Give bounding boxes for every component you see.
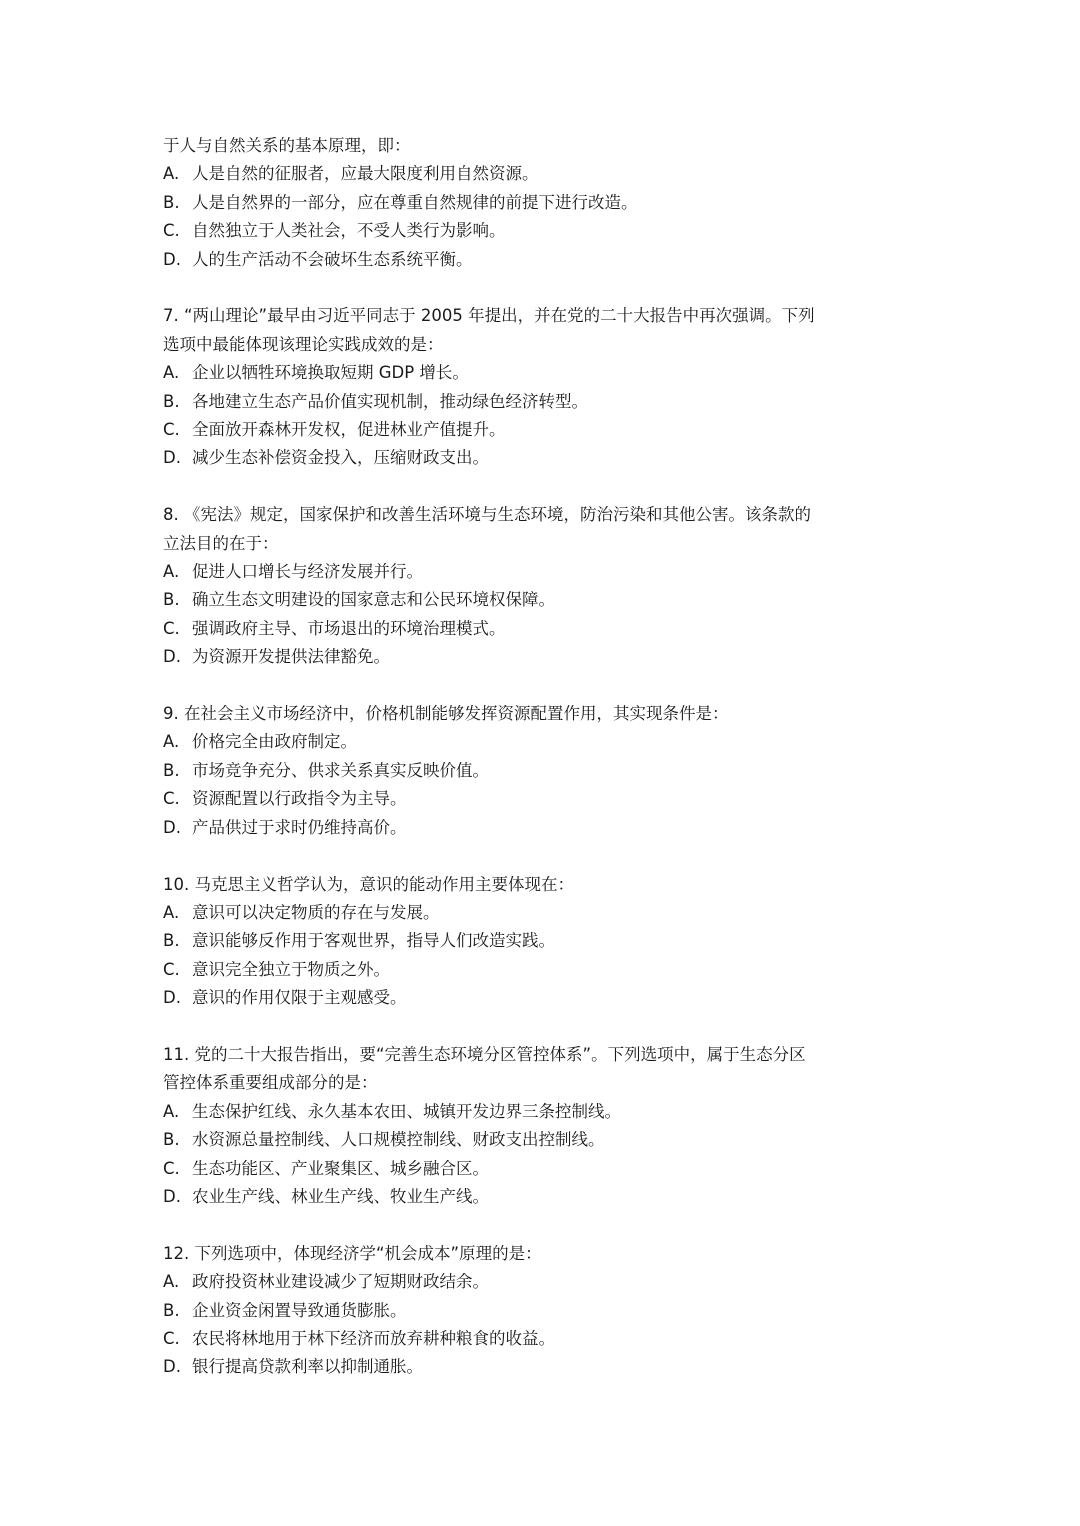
- option-text: 人的生产活动不会破坏生态系统平衡。: [192, 249, 473, 269]
- option-text: 价格完全由政府制定。: [192, 732, 357, 752]
- option-letter: C.: [163, 1328, 180, 1348]
- option-d: [163, 814, 923, 842]
- option-b: [163, 1297, 923, 1325]
- option-a: [163, 359, 923, 387]
- option-c: [163, 1155, 923, 1183]
- option-letter: A.: [163, 1272, 180, 1292]
- option-letter: A.: [163, 562, 180, 582]
- option-c: [163, 785, 923, 813]
- option-letter: D.: [163, 249, 181, 269]
- option-letter: D.: [163, 817, 181, 837]
- option-letter: A.: [163, 732, 180, 752]
- option-text: 农业生产线、林业生产线、牧业生产线。: [192, 1186, 489, 1206]
- option-a: [163, 160, 923, 188]
- option-b: [163, 927, 923, 955]
- option-d: [163, 643, 923, 671]
- option-text: 自然独立于人类社会，不受人类行为影响。: [192, 221, 506, 241]
- option-a: [163, 728, 923, 756]
- option-a: [163, 1098, 923, 1126]
- option-text: 资源配置以行政指令为主导。: [192, 789, 407, 809]
- option-b: [163, 586, 923, 614]
- option-b: [163, 757, 923, 785]
- option-letter: B.: [163, 391, 180, 411]
- option-text: 生态保护红线、永久基本农田、城镇开发边界三条控制线。: [192, 1101, 621, 1121]
- question-stem-line: 于人与自然关系的基本原理，即：: [163, 136, 411, 155]
- question-12: [163, 1240, 923, 1382]
- option-letter: D.: [163, 1186, 181, 1206]
- option-letter: C.: [163, 1158, 180, 1178]
- option-text: 全面放开森林开发权，促进林业产值提升。: [192, 420, 506, 440]
- option-text: 水资源总量控制线、人口规模控制线、财政支出控制线。: [192, 1130, 605, 1150]
- option-letter: A.: [163, 902, 180, 922]
- option-text: 意识的作用仅限于主观感受。: [192, 988, 407, 1008]
- option-c: [163, 1325, 923, 1353]
- option-d: [163, 1353, 923, 1381]
- question-stem-line: 7. “两山理论”最早由习近平同志于 2005 年提出，并在党的二十大报告中再次强调。下列: [163, 306, 815, 326]
- question-6-continuation: [163, 132, 923, 274]
- option-letter: C.: [163, 420, 180, 440]
- option-text: 各地建立生态产品价值实现机制，推动绿色经济转型。: [192, 391, 588, 411]
- option-text: 减少生态补偿资金投入，压缩财政支出。: [192, 448, 489, 468]
- option-text: 人是自然的征服者，应最大限度利用自然资源。: [192, 164, 539, 184]
- option-letter: C.: [163, 618, 180, 638]
- option-text: 意识完全独立于物质之外。: [192, 959, 390, 979]
- option-c: [163, 956, 923, 984]
- option-a: [163, 1268, 923, 1296]
- option-letter: B.: [163, 590, 180, 610]
- option-text: 人是自然界的一部分，应在尊重自然规律的前提下进行改造。: [192, 192, 638, 212]
- question-stem-line: 11. 党的二十大报告指出，要“完善生态环境分区管控体系”。下列选项中，属于生态分区: [163, 1044, 806, 1064]
- option-d: [163, 246, 923, 274]
- question-7: [163, 302, 923, 472]
- option-text: 农民将林地用于林下经济而放弃耕种粮食的收益。: [192, 1328, 555, 1348]
- option-text: 确立生态文明建设的国家意志和公民环境权保障。: [192, 590, 555, 610]
- question-stem-line: 9. 在社会主义市场经济中，价格机制能够发挥资源配置作用，其实现条件是：: [163, 704, 729, 724]
- option-text: 意识能够反作用于客观世界，指导人们改造实践。: [192, 931, 555, 951]
- option-b: [163, 189, 923, 217]
- document-page: [163, 132, 923, 1382]
- option-letter: D.: [163, 448, 181, 468]
- option-text: 企业以牺牲环境换取短期 GDP 增长。: [192, 363, 469, 383]
- option-letter: C.: [163, 789, 180, 809]
- option-letter: B.: [163, 1130, 180, 1150]
- option-letter: B.: [163, 1300, 180, 1320]
- option-letter: B.: [163, 931, 180, 951]
- option-text: 企业资金闲置导致通货膨胀。: [192, 1300, 407, 1320]
- option-c: [163, 416, 923, 444]
- option-text: 市场竞争充分、供求关系真实反映价值。: [192, 760, 489, 780]
- option-text: 促进人口增长与经济发展并行。: [192, 562, 423, 582]
- option-text: 生态功能区、产业聚集区、城乡融合区。: [192, 1158, 489, 1178]
- option-c: [163, 217, 923, 245]
- option-text: 银行提高贷款利率以抑制通胀。: [192, 1357, 423, 1377]
- question-stem-line: 管控体系重要组成部分的是：: [163, 1073, 378, 1093]
- option-letter: C.: [163, 959, 180, 979]
- question-stem-line: 立法目的在于：: [163, 533, 279, 553]
- question-stem-line: 12. 下列选项中，体现经济学“机会成本”原理的是：: [163, 1243, 542, 1263]
- option-letter: A.: [163, 1101, 180, 1121]
- question-11: [163, 1041, 923, 1211]
- option-text: 产品供过于求时仍维持高价。: [192, 817, 407, 837]
- option-letter: B.: [163, 192, 180, 212]
- option-d: [163, 1183, 923, 1211]
- option-letter: C.: [163, 221, 180, 241]
- option-letter: D.: [163, 988, 181, 1008]
- option-c: [163, 615, 923, 643]
- question-stem-line: 10. 马克思主义哲学认为，意识的能动作用主要体现在：: [163, 874, 574, 894]
- option-b: [163, 1126, 923, 1154]
- question-9: [163, 700, 923, 842]
- question-10: [163, 871, 923, 1013]
- question-8: [163, 501, 923, 671]
- option-letter: A.: [163, 164, 180, 184]
- option-letter: D.: [163, 1357, 181, 1377]
- option-letter: B.: [163, 760, 180, 780]
- question-stem-line: 选项中最能体现该理论实践成效的是：: [163, 334, 444, 354]
- option-letter: A.: [163, 363, 180, 383]
- option-b: [163, 388, 923, 416]
- option-d: [163, 444, 923, 472]
- option-a: [163, 899, 923, 927]
- option-a: [163, 558, 923, 586]
- option-text: 为资源开发提供法律豁免。: [192, 647, 390, 667]
- question-stem-line: 8. 《宪法》规定，国家保护和改善生活环境与生态环境，防治污染和其他公害。该条款的: [163, 505, 811, 525]
- option-text: 意识可以决定物质的存在与发展。: [192, 902, 440, 922]
- option-text: 政府投资林业建设减少了短期财政结余。: [192, 1272, 489, 1292]
- option-text: 强调政府主导、市场退出的环境治理模式。: [192, 618, 506, 638]
- option-d: [163, 984, 923, 1012]
- option-letter: D.: [163, 647, 181, 667]
